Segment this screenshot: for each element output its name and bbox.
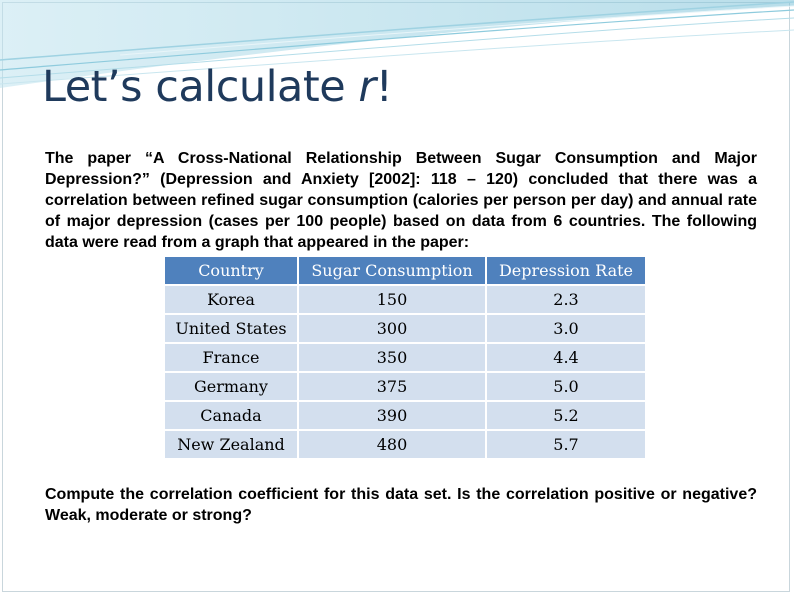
cell-country: Korea (165, 286, 297, 313)
cell-country: United States (165, 315, 297, 342)
intro-paragraph: The paper “A Cross-National Relationship Between Sugar Consumption and Major Depression?” (Depression and Anxiety [2002]: 118 – 120) concluded that there was a correlation between refined sugar consumption (calories per person per day) and annual rate of major depression (cases per 100 people) based on data from 6 countries. The following data were read from a graph that appeared in the paper: (45, 150, 757, 251)
table-row (165, 315, 645, 342)
cell-country: France (165, 344, 297, 371)
table-row (165, 402, 645, 429)
cell-depression: 4.4 (487, 344, 645, 371)
cell-country: Germany (165, 373, 297, 400)
table-header-row (165, 257, 645, 284)
header-depression-rate: Depression Rate (487, 257, 645, 284)
cell-depression: 3.0 (487, 315, 645, 342)
slide-title (42, 62, 392, 112)
title-text: Let’s calculate (42, 62, 359, 112)
cell-sugar: 480 (299, 431, 485, 458)
header-sugar-consumption: Sugar Consumption (299, 257, 485, 284)
question-paragraph: Compute the correlation coefficient for this data set. Is the correlation positive or negative? Weak, moderate or strong? (45, 486, 757, 524)
cell-sugar: 350 (299, 344, 485, 371)
cell-depression: 5.7 (487, 431, 645, 458)
header-country: Country (165, 257, 297, 284)
table-row (165, 344, 645, 371)
title-variable-r: r (358, 62, 376, 112)
table-row (165, 286, 645, 313)
cell-depression: 2.3 (487, 286, 645, 313)
cell-country: Canada (165, 402, 297, 429)
cell-depression: 5.2 (487, 402, 645, 429)
data-table (163, 255, 647, 460)
cell-sugar: 390 (299, 402, 485, 429)
cell-depression: 5.0 (487, 373, 645, 400)
cell-country: New Zealand (165, 431, 297, 458)
table-row (165, 431, 645, 458)
table-row (165, 373, 645, 400)
cell-sugar: 300 (299, 315, 485, 342)
cell-sugar: 375 (299, 373, 485, 400)
title-exclaim: ! (375, 62, 393, 112)
cell-sugar: 150 (299, 286, 485, 313)
